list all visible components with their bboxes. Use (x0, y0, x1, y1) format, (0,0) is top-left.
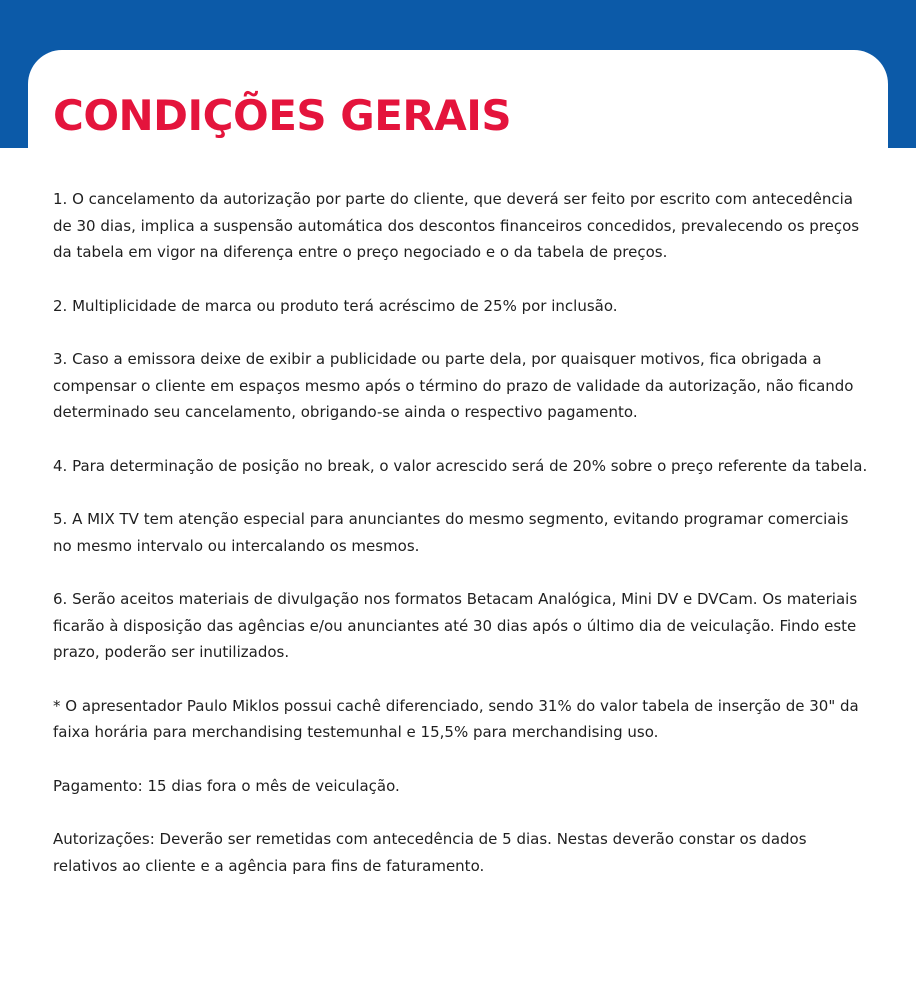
condition-item: 6. Serão aceitos materiais de divulgação nos formatos Betacam Analógica, Mini DV e DVCam. Os materiais ficarão à disposição das agências e/ou anunciantes até 30 dias após o último dia de veiculação. Findo este prazo, poderão ser inutilizados. (53, 590, 858, 661)
presenter-note: * O apresentador Paulo Miklos possui cachê diferenciado, sendo 31% do valor tabela de inserção de 30" da faixa horária para merchandising testemunhal e 15,5% para merchandising uso. (53, 696, 859, 741)
payment-note: Pagamento: 15 dias fora o mês de veiculação. (53, 776, 400, 795)
authorization-note: Autorizações: Deverão ser remetidas com antecedência de 5 dias. Nestas deverão constar os dados relativos ao cliente e a agência para fins de faturamento. (53, 830, 807, 875)
condition-item: 2. Multiplicidade de marca ou produto terá acréscimo de 25% por inclusão. (53, 296, 618, 315)
conditions-list (53, 186, 868, 906)
condition-item: 3. Caso a emissora deixe de exibir a publicidade ou parte dela, por quaisquer motivos, fica obrigada a compensar o cliente em espaços mesmo após o término do prazo de validade da autorização, não ficando determinado seu cancelamento, obrigando-se ainda o respectivo pagamento. (53, 350, 854, 421)
page-title: CONDIÇÕES GERAIS (53, 91, 512, 140)
condition-item: 5. A MIX TV tem atenção especial para anunciantes do mesmo segmento, evitando programar comerciais no mesmo intervalo ou intercalando os mesmos. (53, 510, 849, 555)
condition-item: 4. Para determinação de posição no break, o valor acrescido será de 20% sobre o preço referente da tabela. (53, 456, 868, 475)
condition-item: 1. O cancelamento da autorização por parte do cliente, que deverá ser feito por escrito com antecedência de 30 dias, implica a suspensão automática dos descontos financeiros concedidos, prevalecendo os preços da tabela em vigor na diferença entre o preço negociado e o da tabela de preços. (53, 190, 860, 261)
